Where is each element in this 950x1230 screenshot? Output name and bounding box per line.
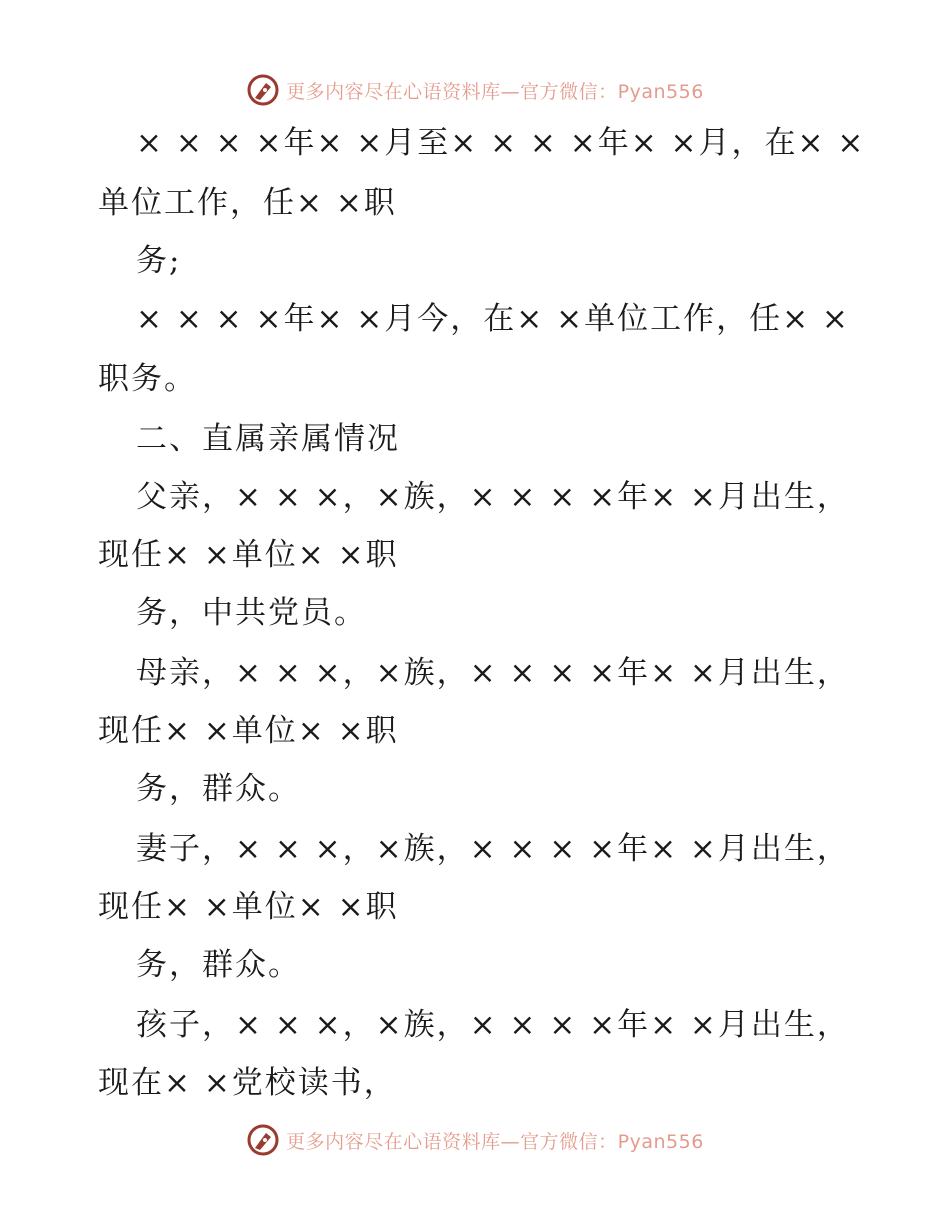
text-line: × × × ×年× ×月至× × × ×年× ×月，在× ×: [136, 125, 866, 161]
text-line: 务，中共党员。: [136, 595, 367, 631]
text-line: 现任× ×单位× ×职: [98, 713, 399, 749]
text-line: 母亲，× × ×，×族，× × × ×年× ×月出生，: [136, 655, 850, 691]
text-line: 务，群众。: [136, 947, 301, 983]
text-line: 职务。: [98, 361, 197, 397]
footer-banner-text: 更多内容尽在心语资料库—官方微信：Pyan556: [286, 1130, 704, 1153]
footer-banner: [0, 1120, 950, 1160]
header-banner: [0, 70, 950, 110]
text-line: 务，群众。: [136, 771, 301, 807]
header-banner-text: 更多内容尽在心语资料库—官方微信：Pyan556: [286, 80, 704, 103]
text-line: 孩子，× × ×，×族，× × × ×年× ×月出生，: [136, 1007, 850, 1043]
text-line: 妻子，× × ×，×族，× × × ×年× ×月出生，: [136, 831, 850, 867]
pen-nib-logo-icon: [246, 73, 280, 107]
text-line: 现任× ×单位× ×职: [98, 889, 399, 925]
text-line: 父亲，× × ×，×族，× × × ×年× ×月出生，: [136, 479, 850, 515]
text-line: 务;: [136, 243, 182, 279]
text-line: 现在× ×党校读书，: [98, 1065, 397, 1101]
text-line: 单位工作，任× ×职: [98, 185, 397, 221]
text-line: 现任× ×单位× ×职: [98, 537, 399, 573]
section-heading: 二、直属亲属情况: [136, 421, 400, 457]
pen-nib-logo-icon: [246, 1123, 280, 1157]
text-line: × × × ×年× ×月今，在× ×单位工作，任× ×: [136, 301, 850, 337]
